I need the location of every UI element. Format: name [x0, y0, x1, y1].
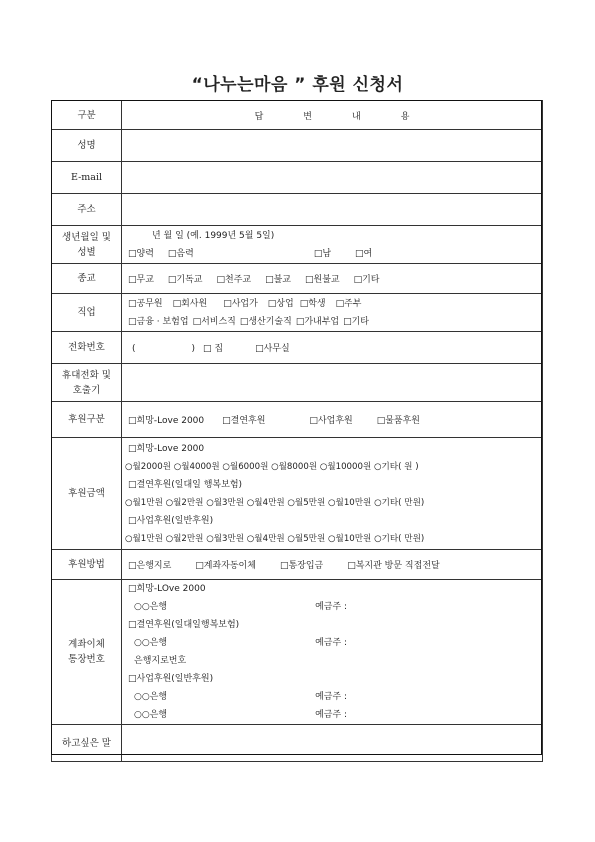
- header-char: 변: [303, 111, 312, 122]
- birth-label: [52, 226, 122, 264]
- religion-option[interactable]: □원불교: [305, 275, 340, 285]
- header-answer: [122, 101, 543, 130]
- birth-label-line1: 생년월일 및: [62, 231, 111, 243]
- header-char: 답: [254, 111, 264, 122]
- support-type-option[interactable]: □사업후원: [309, 416, 353, 426]
- religion-option[interactable]: □천주교: [216, 275, 252, 285]
- holder-label: 예금주 :: [315, 710, 348, 720]
- address-field[interactable]: [122, 194, 543, 226]
- mobile-row: [52, 364, 543, 402]
- support-type-option[interactable]: □희망-Love 2000: [128, 416, 205, 426]
- method-option[interactable]: □통장입금: [279, 561, 324, 571]
- job-option[interactable]: □가내부업: [295, 316, 340, 327]
- job-option[interactable]: □사업가: [223, 298, 258, 309]
- male-checkbox[interactable]: □남: [313, 248, 332, 259]
- header-category: 구분: [52, 101, 122, 130]
- bank-name: ○○은행: [134, 638, 168, 648]
- amount-business-options[interactable]: ○월1만원 ○월2만원 ○월3만원 ○월4만원 ○월5만원 ○월10만원 ○기타( 만원): [125, 533, 425, 544]
- application-form-table: [51, 100, 543, 762]
- account-hope-bank-line: [128, 598, 536, 616]
- job-line-1: [128, 295, 536, 313]
- header-char: 용: [400, 111, 410, 122]
- email-row: [52, 162, 543, 194]
- amount-sponsor[interactable]: □결연후원(일대일 행복보험): [128, 479, 243, 490]
- name-row: [52, 130, 543, 162]
- bank-name: ○○은행: [134, 692, 168, 702]
- phone-row: [52, 332, 543, 364]
- home-checkbox[interactable]: □ 집: [203, 344, 224, 354]
- phone-field[interactable]: [122, 332, 543, 364]
- job-option[interactable]: □서비스직: [192, 316, 236, 327]
- job-option[interactable]: □기타: [343, 316, 370, 327]
- amount-hope[interactable]: □희망-Love 2000: [128, 443, 205, 454]
- support-type-label: 후원구분: [52, 402, 122, 438]
- account-business-bank-line-1: [128, 688, 536, 706]
- method-options: [122, 550, 543, 580]
- religion-options: [122, 264, 543, 294]
- amount-hope-options[interactable]: ○월2000원 ○월4000원 ○월6000원 ○월8000원 ○월10000원 ○기타( 원 ): [125, 461, 419, 472]
- mobile-field[interactable]: [122, 364, 543, 402]
- address-label: 주소: [52, 194, 122, 226]
- birth-date-line[interactable]: 년 월 일 (예. 1999년 5월 5일): [152, 230, 275, 241]
- holder-label: 예금주 :: [315, 638, 348, 648]
- religion-option[interactable]: □기독교: [167, 275, 203, 285]
- amount-row: [52, 438, 543, 550]
- job-option[interactable]: □학생: [299, 298, 326, 309]
- birth-row: [52, 226, 543, 264]
- method-option[interactable]: □계좌자동이체: [195, 561, 256, 571]
- giro-number-line: [128, 652, 536, 670]
- job-option[interactable]: □공무원: [128, 298, 163, 309]
- holder-label: 예금주 :: [315, 692, 348, 702]
- phone-paren-open: (: [132, 344, 136, 354]
- job-option[interactable]: □회사원: [172, 298, 208, 309]
- name-label: 성명: [52, 130, 122, 162]
- email-label: E-mail: [52, 162, 122, 194]
- bank-name: ○○은행: [134, 710, 168, 720]
- account-business: □사업후원(일반후원): [128, 674, 214, 684]
- religion-label: 종교: [52, 264, 122, 294]
- job-option[interactable]: □생산기술직: [239, 316, 292, 327]
- account-label-line1: 계좌이체: [68, 639, 105, 650]
- giro-label: 은행지로번호: [134, 656, 187, 666]
- message-row: [52, 725, 543, 762]
- account-label: [52, 580, 122, 725]
- birth-field: [122, 226, 543, 264]
- religion-row: [52, 264, 543, 294]
- message-field[interactable]: [122, 725, 543, 762]
- mobile-label-line2: 호출기: [72, 384, 101, 396]
- religion-option[interactable]: □기타: [353, 275, 380, 285]
- birth-label-line2: 성별: [77, 246, 96, 258]
- account-label-line2: 통장번호: [68, 654, 105, 665]
- form-title: “나누는마음 ” 후원 신청서: [191, 75, 404, 95]
- office-checkbox[interactable]: □사무실: [255, 344, 290, 354]
- religion-option[interactable]: □무교: [128, 275, 154, 285]
- job-option[interactable]: □주부: [335, 298, 362, 309]
- method-option[interactable]: □복지관 방문 직접전달: [347, 561, 440, 571]
- job-options: [122, 294, 543, 332]
- support-type-option[interactable]: □결연후원: [222, 416, 266, 426]
- job-line-2: [128, 313, 536, 331]
- job-row: [52, 294, 543, 332]
- phone-label: 전화번호: [52, 332, 122, 364]
- holder-label: 예금주 :: [315, 602, 348, 612]
- support-type-options: [122, 402, 543, 438]
- support-type-row: [52, 402, 543, 438]
- religion-option[interactable]: □불교: [265, 275, 291, 285]
- amount-options: [122, 438, 543, 550]
- account-hope: □희망-LOve 2000: [128, 584, 206, 594]
- account-business-bank-line-2: [128, 706, 536, 724]
- calendar-gender-line: [128, 245, 536, 263]
- mobile-label: [52, 364, 122, 402]
- support-type-option[interactable]: □물품후원: [376, 416, 420, 426]
- mobile-label-line1: 휴대전화 및: [62, 369, 111, 381]
- account-sponsor-bank-line: [128, 634, 536, 652]
- job-option[interactable]: □상업: [267, 298, 294, 309]
- amount-business[interactable]: □사업후원(일반후원): [128, 515, 214, 526]
- address-row: [52, 194, 543, 226]
- name-field[interactable]: [122, 130, 543, 162]
- solar-checkbox[interactable]: □양력: [128, 248, 154, 259]
- female-checkbox[interactable]: □여: [355, 248, 373, 259]
- email-field[interactable]: [122, 162, 543, 194]
- job-label: 직업: [52, 294, 122, 332]
- bank-name: ○○은행: [134, 602, 168, 612]
- method-option[interactable]: □은행지로: [128, 561, 172, 571]
- header-char: 내: [352, 111, 361, 122]
- message-label: 하고싶은 말: [52, 725, 122, 762]
- account-sponsor: □결연후원(일대일행복보험): [128, 620, 240, 630]
- account-row: [52, 580, 543, 725]
- amount-label: 후원금액: [52, 438, 122, 550]
- method-row: [52, 550, 543, 580]
- method-label: 후원방법: [52, 550, 122, 580]
- job-option[interactable]: □금융 · 보험업: [128, 316, 189, 327]
- amount-sponsor-options[interactable]: ○월1만원 ○월2만원 ○월3만원 ○월4만원 ○월5만원 ○월10만원 ○기타( 만원): [125, 497, 425, 508]
- header-row: [52, 101, 543, 130]
- lunar-checkbox[interactable]: □음력: [167, 248, 194, 259]
- phone-paren-close: ): [191, 344, 196, 354]
- account-details: [122, 580, 543, 725]
